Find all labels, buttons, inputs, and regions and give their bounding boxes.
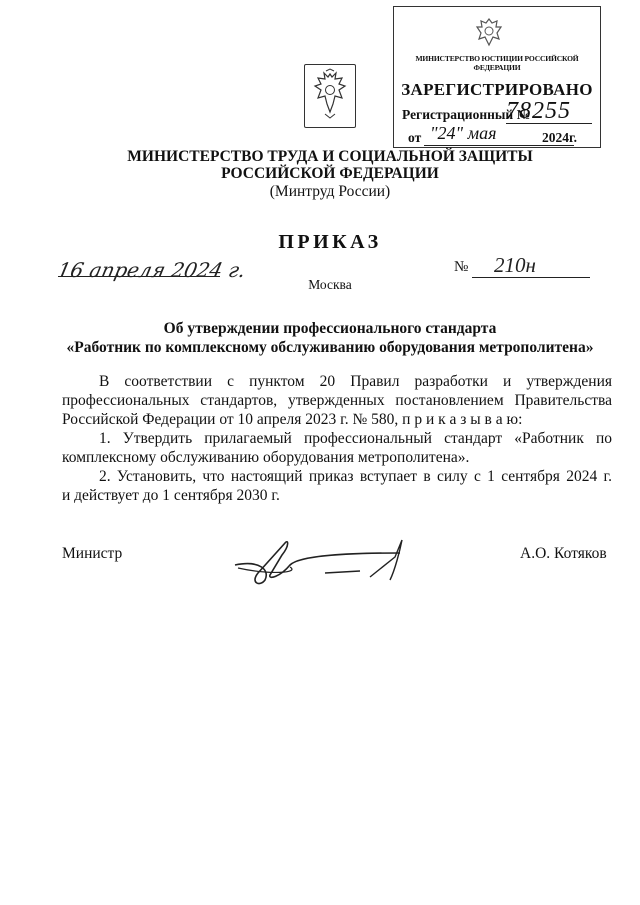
paragraph-2-line-2: комплексному обслуживанию оборудования метрополитена». bbox=[62, 449, 470, 466]
signer-position: Министр bbox=[62, 545, 123, 562]
stamp-year: 2024г. bbox=[542, 130, 577, 145]
paragraph-3-line-1: 2. Установить, что настоящий приказ вступает в силу с 1 сентября 2024 г. bbox=[99, 468, 612, 485]
paragraph-2-line-1: 1. Утвердить прилагаемый профессиональный стандарт «Работник по bbox=[99, 430, 612, 447]
double-headed-eagle-icon bbox=[311, 68, 349, 124]
signer-name: А.О. Котяков bbox=[520, 545, 607, 562]
order-title-line1: Об утверждении профессионального стандарта bbox=[163, 320, 497, 337]
paragraph-3-line-2: и действует до 1 сентября 2030 г. bbox=[62, 487, 280, 504]
order-title-line2: «Работник по комплексному обслуживанию оборудования метрополитена» bbox=[66, 339, 594, 356]
stamp-number: 78255 bbox=[506, 98, 571, 124]
handwritten-signature bbox=[230, 535, 430, 590]
order-number-handwritten: 210н bbox=[494, 253, 536, 277]
stamp-date: "24" мая bbox=[430, 123, 497, 143]
ministry-short-name: (Минтруд России) bbox=[269, 183, 391, 200]
stamp-number-underline bbox=[506, 123, 592, 124]
ministry-name-line2: РОССИЙСКОЙ ФЕДЕРАЦИИ bbox=[221, 165, 439, 182]
ministry-name-line1: МИНИСТЕРСТВО ТРУДА И СОЦИАЛЬНОЙ ЗАЩИТЫ bbox=[127, 148, 533, 165]
stamp-status: ЗАРЕГИСТРИРОВАНО bbox=[401, 80, 593, 99]
document-type: ПРИКАЗ bbox=[278, 231, 382, 253]
paragraph-1-line-3: Российской Федерации от 10 апреля 2023 г. № 580, п р и к а з ы в а ю: bbox=[62, 411, 523, 428]
stamp-date-underline bbox=[424, 145, 574, 146]
order-date-handwritten: 16 апреля 2024 г. bbox=[55, 258, 248, 282]
registration-stamp bbox=[393, 6, 601, 148]
order-number-label: № bbox=[454, 259, 469, 275]
stamp-date-prefix: от bbox=[408, 130, 422, 145]
paragraph-1-line-2: профессиональных стандартов, утвержденных постановлением Правительства bbox=[62, 392, 612, 409]
coat-of-arms-icon bbox=[469, 13, 509, 53]
paragraph-1-line-1: В соответствии с пунктом 20 Правил разработки и утверждения bbox=[99, 373, 612, 390]
city: Москва bbox=[308, 277, 352, 292]
stamp-ministry: МИНИСТЕРСТВО ЮСТИЦИИ РОССИЙСКОЙ ФЕДЕРАЦИИ bbox=[415, 54, 579, 72]
stamp-number-label: Регистрационный № bbox=[402, 107, 531, 122]
